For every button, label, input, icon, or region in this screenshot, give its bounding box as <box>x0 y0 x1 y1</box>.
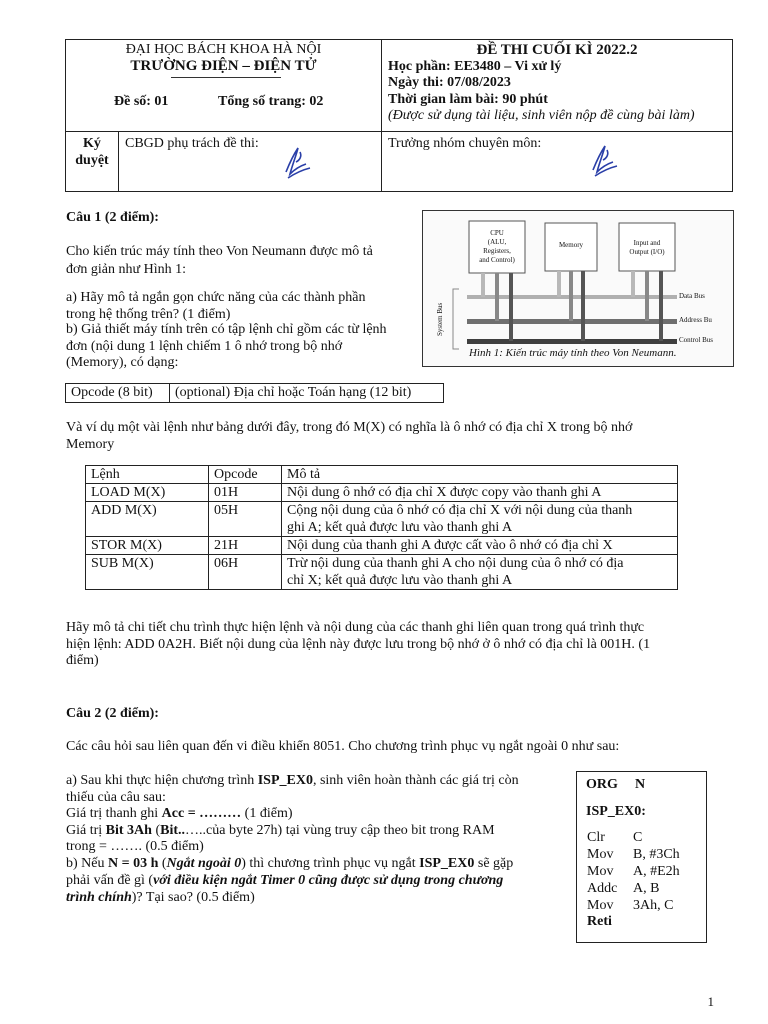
memory-label: Memory <box>558 241 584 249</box>
data-bus-label: Data Bus <box>679 292 705 300</box>
page-number: 1 <box>707 994 714 1009</box>
q2-bit-pre: Giá trị <box>66 823 106 838</box>
group-head-label: Trưởng nhóm chuyên môn: <box>388 136 542 151</box>
q2-a-1-program: ISP_EX0 <box>257 773 313 788</box>
exam-code: Đề số: 01 <box>114 94 169 109</box>
q2-acc-value: Acc = ……… <box>161 806 242 821</box>
table-cell-opcode: 06H <box>209 555 282 590</box>
page-count: Tổng số trang: 02 <box>218 94 324 109</box>
q2-b-3-condition: trình chính <box>66 890 132 905</box>
q2-bit-mid: ( <box>151 823 161 838</box>
lecturer-cell <box>66 132 382 192</box>
lecturer-signature-icon <box>278 144 314 184</box>
table-cell-opcode: 05H <box>209 502 282 537</box>
code-mnemonic: Clr <box>587 830 605 845</box>
q2-bit-line-2: trong = ……. (0.5 điểm) <box>66 839 204 854</box>
table-row <box>86 484 678 502</box>
code-org-arg: N <box>635 777 646 792</box>
io-label-1: Input and <box>633 239 661 247</box>
code-operand: B, #3Ch <box>633 847 680 862</box>
code-reti: Reti <box>587 914 612 929</box>
cpu-label-2: (ALU, <box>487 238 507 246</box>
code-listing <box>576 771 707 943</box>
header-underline <box>171 77 281 78</box>
table-header-cell: Mô tả <box>282 466 678 484</box>
q1-example-2: Memory <box>66 437 115 452</box>
q1-b-3: (Memory), có dạng: <box>66 355 179 370</box>
figure-caption: Hình 1: Kiến trúc máy tính theo Von Neumann. <box>469 347 677 359</box>
table-cell-description <box>282 555 678 590</box>
code-org: ORG <box>586 777 618 792</box>
q2-b-1-program: ISP_EX0 <box>419 856 475 871</box>
group-head-cell <box>382 132 733 192</box>
q2-acc-post: (1 điểm) <box>241 806 293 821</box>
q2-b-1-mid2: ) thì chương trình phục vụ ngắt <box>241 856 420 871</box>
von-neumann-figure <box>422 210 734 367</box>
control-bus-label: Control Bus <box>679 336 714 344</box>
table-cell-command: SUB M(X) <box>86 555 209 590</box>
q1-intro-1: Cho kiến trúc máy tính theo Von Neumann được mô tả <box>66 244 373 259</box>
cpu-label-4: and Control) <box>479 256 515 264</box>
exam-header <box>65 39 733 192</box>
q1-a-2: trong hệ thống trên? (1 điểm) <box>66 307 231 322</box>
instruction-table <box>85 465 678 590</box>
description-line-2: ghi A; kết quả được lưu vào thanh ghi A <box>287 520 513 535</box>
q2-b-2-pre: phải vấn đề gì ( <box>66 873 154 888</box>
code-operand: C <box>633 830 643 845</box>
cpu-label-1: CPU <box>490 229 504 237</box>
code-mnemonic: Mov <box>587 898 614 913</box>
school-name: TRƯỜNG ĐIỆN – ĐIỆN TỬ <box>130 58 317 74</box>
q2-b-2-condition: với điều kiện ngắt Timer 0 cũng được sử dụng trong chương <box>153 873 504 888</box>
q2-bit-name: Bit 3Ah <box>105 823 152 838</box>
table-cell-description: Nội dung của thanh ghi A được cất vào ô nhớ có địa chỉ X <box>282 537 678 555</box>
q1-task-2: hiện lệnh: ADD 0A2H. Biết nội dung của lệnh này được lưu trong bộ nhớ ở ô nhớ có địa chỉ là 001H. (1 <box>66 637 651 652</box>
q2-a-1 <box>66 773 519 789</box>
q1-task-1: Hãy mô tả chi tiết chu trình thực hiện lệnh và nội dung của các thanh ghi liên quan trong quá trình thực <box>66 620 645 635</box>
table-cell-opcode: 21H <box>209 537 282 555</box>
code-operand: 3Ah, C <box>633 898 674 913</box>
q2-b-1-interrupt: Ngắt ngoài 0 <box>166 856 242 871</box>
address-bus-label: Address Bu <box>679 316 712 324</box>
table-row <box>86 502 678 537</box>
code-label: ISP_EX0: <box>586 804 646 819</box>
group-head-signature-icon <box>585 142 621 182</box>
q2-bit-line <box>66 823 495 839</box>
description-line-1: Cộng nội dung của ô nhớ có địa chỉ X với nội dung của thanh <box>287 503 633 518</box>
q1-a-1: a) Hãy mô tả ngắn gọn chức năng của các thành phần <box>66 290 366 305</box>
q2-bit-field: Bit.. <box>160 823 186 838</box>
exam-note: (Được sử dụng tài liệu, sinh viên nộp đề cùng bài làm) <box>388 108 695 123</box>
q2-b-1-mid: ( <box>158 856 167 871</box>
university-name: ĐẠI HỌC BÁCH KHOA HÀ NỘI <box>125 42 322 57</box>
table-cell-command: STOR M(X) <box>86 537 209 555</box>
table-cell-description: Nội dung ô nhớ có địa chỉ X được copy vào thanh ghi A <box>282 484 678 502</box>
q2-b-2 <box>66 873 503 889</box>
table-cell-description <box>282 502 678 537</box>
q1-b-1: b) Giả thiết máy tính trên có tập lệnh chỉ gồm các từ lệnh <box>66 322 387 337</box>
cpu-label-3: Registers, <box>483 247 511 255</box>
code-operand: A, B <box>633 881 660 896</box>
q2-b-1-pre: b) Nếu <box>66 856 108 871</box>
q2-b-1-n: N = 03 h <box>108 856 159 871</box>
io-label-2: Output (I/O) <box>629 248 665 256</box>
description-line-2: chỉ X; kết quả được lưu vào thanh ghi A <box>287 573 513 588</box>
approval-divider <box>118 132 119 191</box>
q1-b-2: đơn (nội dung 1 lệnh chiếm 1 ô nhớ trong bộ nhớ <box>66 339 343 354</box>
q1-title: Câu 1 (2 điểm): <box>66 210 159 225</box>
q2-acc-line <box>66 806 293 822</box>
q1-example-1: Và ví dụ một vài lệnh như bảng dưới đây, trong đó M(X) có nghĩa là ô nhớ có địa chỉ X trong bộ nhớ <box>66 420 633 435</box>
header-left-cell <box>66 40 382 132</box>
q1-intro-2: đơn giản như Hình 1: <box>66 262 186 277</box>
lecturer-label: CBGD phụ trách đề thi: <box>125 136 259 151</box>
code-operand: A, #E2h <box>633 864 680 879</box>
code-mnemonic: Addc <box>587 881 618 896</box>
q2-a-1-pre: a) Sau khi thực hiện chương trình <box>66 773 258 788</box>
table-row <box>86 555 678 590</box>
exam-date: Ngày thi: 07/08/2023 <box>388 75 511 90</box>
q1-task-3: điểm) <box>66 653 99 668</box>
table-header-cell: Opcode <box>209 466 282 484</box>
q2-a-1-post: , sinh viên hoàn thành các giá trị còn <box>312 773 519 788</box>
table-header-cell: Lệnh <box>86 466 209 484</box>
q2-b-1 <box>66 856 513 872</box>
exam-title: ĐỀ THI CUỐI KÌ 2022.2 <box>476 42 638 58</box>
exam-duration: Thời gian làm bài: 90 phút <box>388 92 548 107</box>
q2-b-1-post: sẽ gặp <box>474 856 514 871</box>
format-opcode-cell: Opcode (8 bit) <box>65 383 170 403</box>
q2-bit-post: …..của byte 27h) tại vùng truy cập theo bit trong RAM <box>185 823 495 838</box>
approval-label-1: Ký <box>83 136 101 151</box>
table-cell-command: ADD M(X) <box>86 502 209 537</box>
code-mnemonic: Mov <box>587 864 614 879</box>
q2-acc-pre: Giá trị thanh ghi <box>66 806 162 821</box>
system-bus-label: System Bus <box>436 302 444 336</box>
format-operand-cell: (optional) Địa chỉ hoặc Toán hạng (12 bit) <box>169 383 444 403</box>
q2-a-2: thiếu của câu sau: <box>66 790 166 805</box>
approval-label-2: duyệt <box>75 153 109 168</box>
q2-intro: Các câu hỏi sau liên quan đến vi điều khiển 8051. Cho chương trình phục vụ ngắt ngoài 0 như sau: <box>66 739 620 754</box>
course-name: Học phần: EE3480 – Vi xử lý <box>388 59 562 74</box>
q2-b-3-post: )? Tại sao? (0.5 điểm) <box>131 890 255 905</box>
table-cell-opcode: 01H <box>209 484 282 502</box>
q2-b-3 <box>66 890 255 906</box>
table-row <box>86 537 678 555</box>
header-right-cell <box>382 40 733 132</box>
code-mnemonic: Mov <box>587 847 614 862</box>
table-cell-command: LOAD M(X) <box>86 484 209 502</box>
description-line-1: Trừ nội dung của thanh ghi A cho nội dung của ô nhớ có địa <box>287 556 624 571</box>
table-header-row <box>86 466 678 484</box>
q2-title: Câu 2 (2 điểm): <box>66 706 159 721</box>
